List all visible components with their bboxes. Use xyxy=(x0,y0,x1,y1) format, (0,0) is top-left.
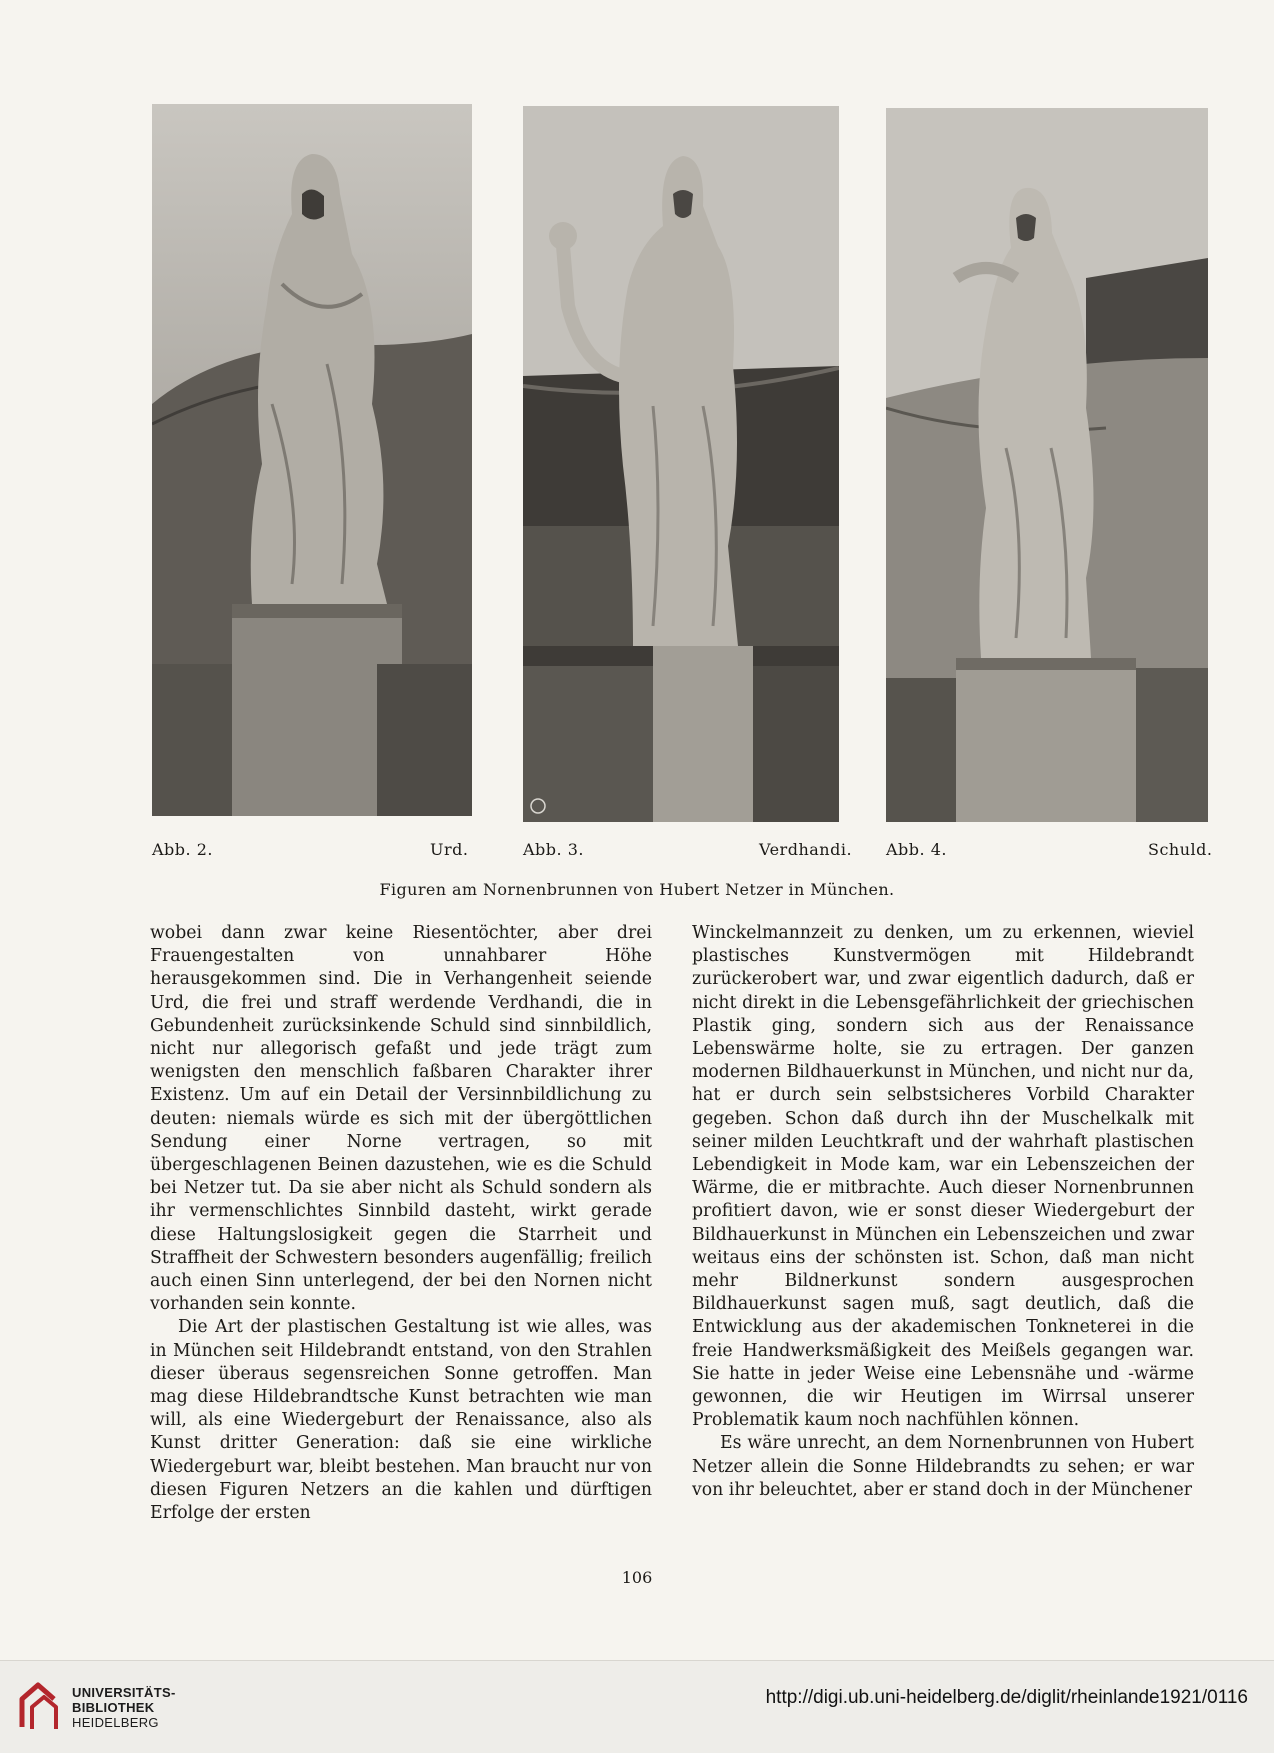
caption-verdhandi: Verdhandi. xyxy=(759,840,853,859)
footer-bar xyxy=(0,1660,1274,1753)
library-name-line-2: BIBLIOTHEK xyxy=(72,1700,155,1715)
photo-schuld xyxy=(886,108,1208,822)
left-paragraph-2: Die Art der plastischen Gestaltung ist wie alles, was in München seit Hildebrandt entstand, von den Strahlen dieser überaus segensreichen Sonne getroffen. Man mag diese Hildebrandtsche Kunst betrachten wie man will, als eine Wiedergeburt der Renaissance, also als Kunst dritter Generation: daß sie eine wirkliche Wiedergeburt war, bleibt bestehen. Man braucht nur von diesen Figuren Netzers an die kahlen und dürftigen Erfolge der ersten xyxy=(150,1317,652,1524)
page-number: 106 xyxy=(621,1568,653,1587)
library-name-line-1: UNIVERSITÄTS- xyxy=(72,1685,176,1700)
left-paragraph-1: wobei dann zwar keine Riesentöchter, aber drei Frauengestalten von unnahbarer Höhe herausgekommen sind. Die in Verhangenheit seiende Urd, die frei und straff werdende Verdhandi, die in Gebundenheit zurücksinkende Schuld sind sinnbildlich, nicht nur allegorisch gefaßt und jede trägt zum wenigsten den menschlich faßbaren Charakter ihrer Existenz. Um auf ein Detail der Versinnbildlichung zu deuten: niemals würde es sich mit der übergöttlichen Sendung einer Norne vertragen, so mit übergeschlagenen Beinen dazustehen, wie es die Schuld bei Netzer tut. Da sie aber nicht als Schuld sondern als ihr vermenschlichtes Sinnbild dasteht, wirkt gerade diese Haltungslosigkeit gegen die Starrheit und Straffheit der Schwestern besonders augenfällig; freilich auch einen Sinn unterlegend, der bei den Nornen nicht vorhanden sein konnte. xyxy=(150,923,652,1315)
figure-caption: Figuren am Nornenbrunnen von Hubert Netzer in München. xyxy=(379,880,895,899)
library-name[interactable] xyxy=(72,1685,176,1730)
caption-urd: Urd. xyxy=(430,840,469,859)
photo-urd xyxy=(152,104,472,816)
library-name-line-3: HEIDELBERG xyxy=(72,1715,159,1730)
right-paragraph-2: Es wäre unrecht, an dem Nornenbrunnen von Hubert Netzer allein die Sonne Hildebrandts zu sehen; er war von ihr beleuchtet, aber er stand doch in der Münchener xyxy=(692,1433,1194,1500)
caption-abb-2: Abb. 2. xyxy=(152,840,213,859)
caption-abb-3: Abb. 3. xyxy=(523,840,584,859)
left-column xyxy=(150,922,652,1525)
right-paragraph-1: Winckelmannzeit zu denken, um zu erkennen, wieviel plastisches Kunstvermögen mit Hildebrandt zurückerobert war, und zwar eigentlich dadurch, daß er nicht direkt in die Lebensgefährlichkeit der griechischen Plastik ging, sondern sich aus der Renaissance Lebenswärme holte, sie zu ertragen. Der ganzen modernen Bildhauerkunst in München, und nicht nur da, hat er durch sein selbstsicheres Vorbild Charakter gegeben. Schon daß durch ihn der Muschelkalk mit seiner milden Leuchtkraft und der wahrhaft plastischen Lebendigkeit in Mode kam, war ein Lebenszeichen der Wärme, die er mitbrachte. Auch dieser Nornenbrunnen profitiert davon, wie er sonst dieser Wiedergeburt der Bildhauerkunst in München ein Lebenszeichen und zwar weitaus eins der schönsten ist. Schon, daß man nicht mehr Bildnerkunst sondern ausgesprochen Bildhauerkunst sagen muß, sagt deutlich, daß die Entwicklung aus der akademischen Tonkneterei in die freie Handwerksmäßigkeit des Meißels gegangen war. Sie hatte in jeder Weise eine Lebensnähe und -wärme gewonnen, die wir Heutigen im Wirrsal unserer Problematik kaum noch nachfühlen können. xyxy=(692,923,1194,1431)
university-library-logo-icon[interactable] xyxy=(14,1679,64,1735)
caption-abb-4: Abb. 4. xyxy=(886,840,947,859)
caption-schuld: Schuld. xyxy=(1148,840,1213,859)
right-column xyxy=(692,922,1194,1502)
permalink-url[interactable]: http://digi.ub.uni-heidelberg.de/diglit/rheinlande1921/0116 xyxy=(765,1687,1248,1708)
photo-verdhandi xyxy=(523,106,839,822)
